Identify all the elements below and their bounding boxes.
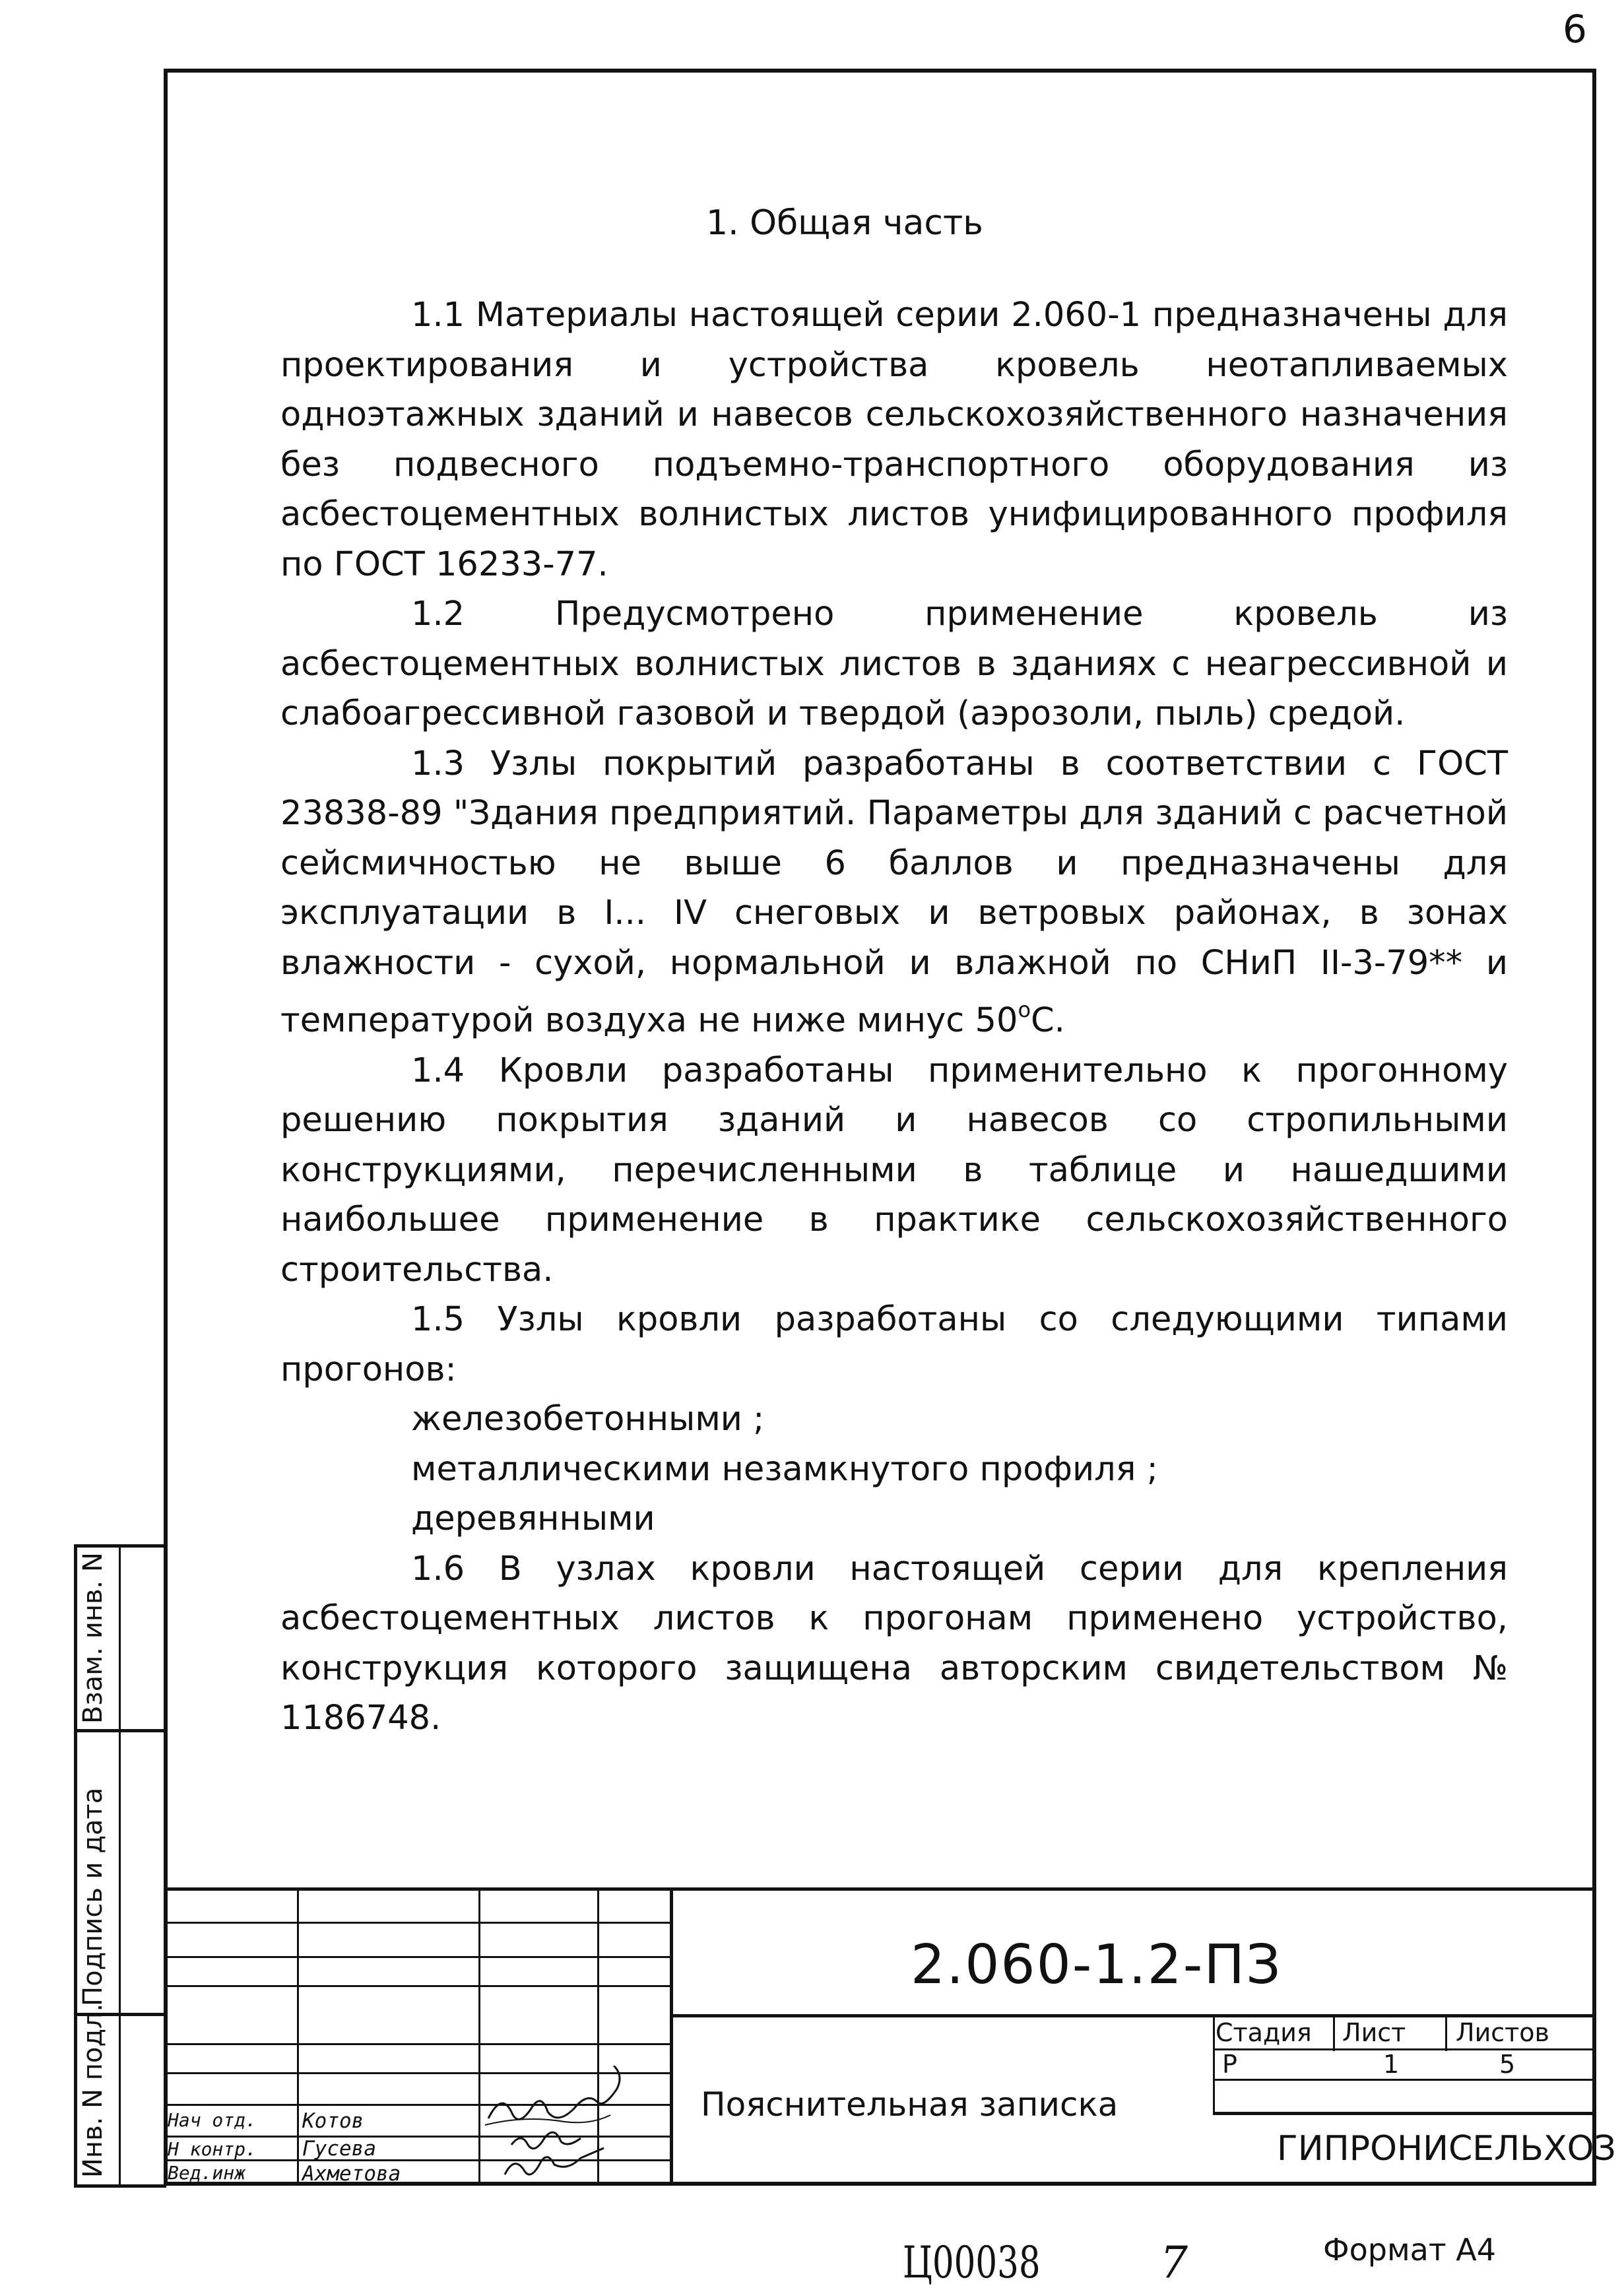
degree-sign: o <box>1018 997 1031 1022</box>
list-item: деревянными <box>411 1499 655 1538</box>
side-stamp-line <box>74 1729 166 1732</box>
organization-name: ГИПРОНИСЕЛЬХОЗ <box>1277 2129 1616 2169</box>
grid-line <box>1213 2014 1215 2113</box>
paragraph-1-2: 1.2 Предусмотрено применение кровель из асбестоцементных волнистых листов в зданиях с неагрессивной и слабоагрессивной газовой и твердой (аэрозоли, пыль) средой. <box>280 595 1508 733</box>
paragraph-1-5: 1.5 Узлы кровли разработаны со следующими типами прогонов: <box>280 1300 1508 1389</box>
list-item: железобетонными ; <box>411 1400 765 1439</box>
signature-name: Гусева <box>302 2137 376 2161</box>
paragraph-1-3 <box>280 739 1508 1046</box>
grid-line <box>1213 2112 1596 2115</box>
document-code: 2.060-1.2-ПЗ <box>911 1934 1282 1996</box>
side-stamp-divider <box>119 1544 121 2186</box>
sheet-value: 1 <box>1383 2050 1400 2079</box>
list-item: металлическими незамкнутого профиля ; <box>411 1449 1158 1489</box>
title-block-mid <box>670 2014 1596 2017</box>
body-text <box>280 290 1508 1744</box>
grid-line <box>164 2043 670 2045</box>
grid-line <box>1213 2079 1596 2081</box>
signature-role: Нач отд. <box>168 2109 257 2131</box>
archive-number: Ц00038 <box>903 2237 1041 2288</box>
signature-name: Котов <box>302 2109 364 2133</box>
grid-line <box>164 1956 670 1958</box>
side-stamp-bottom <box>74 2184 166 2188</box>
handwritten-signatures <box>478 2066 676 2184</box>
grid-line <box>1445 2014 1447 2051</box>
document-title: Пояснительная записка <box>701 2085 1119 2124</box>
stage-header: Стадия <box>1216 2018 1312 2047</box>
title-block-top <box>164 1887 1596 1891</box>
grid-line <box>1333 2014 1335 2051</box>
signature-role: Вед.инж <box>168 2162 246 2184</box>
side-stamp-border <box>74 1544 77 2186</box>
archive-copy-number: 7 <box>1160 2237 1188 2288</box>
paragraph-1-6: 1.6 В узлах кровли настоящей серии для крепления асбестоцементных листов к прогонам применено устройство, конструкция которого защищена авторским свидетельством № 1186748. <box>280 1549 1508 1738</box>
grid-line <box>1213 2048 1596 2050</box>
signature-name: Ахметова <box>302 2162 401 2186</box>
side-label-podpis: Подпись и дата <box>78 1787 108 2006</box>
grid-line <box>297 1887 299 2184</box>
grid-line <box>164 1985 670 1987</box>
paragraph-1-4: 1.4 Кровли разработаны применительно к прогонному решению покрытия зданий и навесов со стропильными конструкциями, перечисленными в таблице и нашедшими наибольшее применение в практике сельскохозяйственного строительства. <box>280 1051 1508 1290</box>
side-label-inv: Инв. N подл. <box>78 2003 108 2178</box>
grid-line <box>164 1922 670 1924</box>
sheet-header: Лист <box>1342 2018 1406 2047</box>
section-heading: 1. Общая часть <box>706 203 983 243</box>
signature-role: Н контр. <box>168 2138 257 2160</box>
paragraph-1-1: 1.1 Материалы настоящей серии 2.060-1 предназначены для проектирования и устройства кровель неотапливаемых одноэтажных зданий и навесов сельскохозяйственного назначения без подвесного подъемно-транспортного оборудования из асбестоцементных волнистых листов унифицированного профиля по ГОСТ 16233-77. <box>280 296 1508 584</box>
stage-value: Р <box>1222 2050 1237 2079</box>
page-number: 6 <box>1563 7 1587 51</box>
paragraph-1-3-text: 1.3 Узлы покрытий разработаны в соответствии с ГОСТ 23838-89 "Здания предприятий. Параметры для зданий с расчетной сейсмичностью не выше 6 баллов и предназначены для эксплуатации в I... IV снеговых и ветровых районах, в зонах влажности - сухой, нормальной и влажной по СНиП II-3-79** и температурой воздуха не ниже минус 50 <box>280 744 1508 1040</box>
side-stamp-top <box>74 1544 166 1548</box>
sheets-header: Листов <box>1456 2018 1549 2047</box>
paragraph-1-3-end: С. <box>1031 1001 1065 1040</box>
format-label: Формат А4 <box>1323 2232 1496 2268</box>
side-label-vzam: Взам. инв. N <box>78 1552 108 1724</box>
sheets-value: 5 <box>1499 2050 1516 2079</box>
